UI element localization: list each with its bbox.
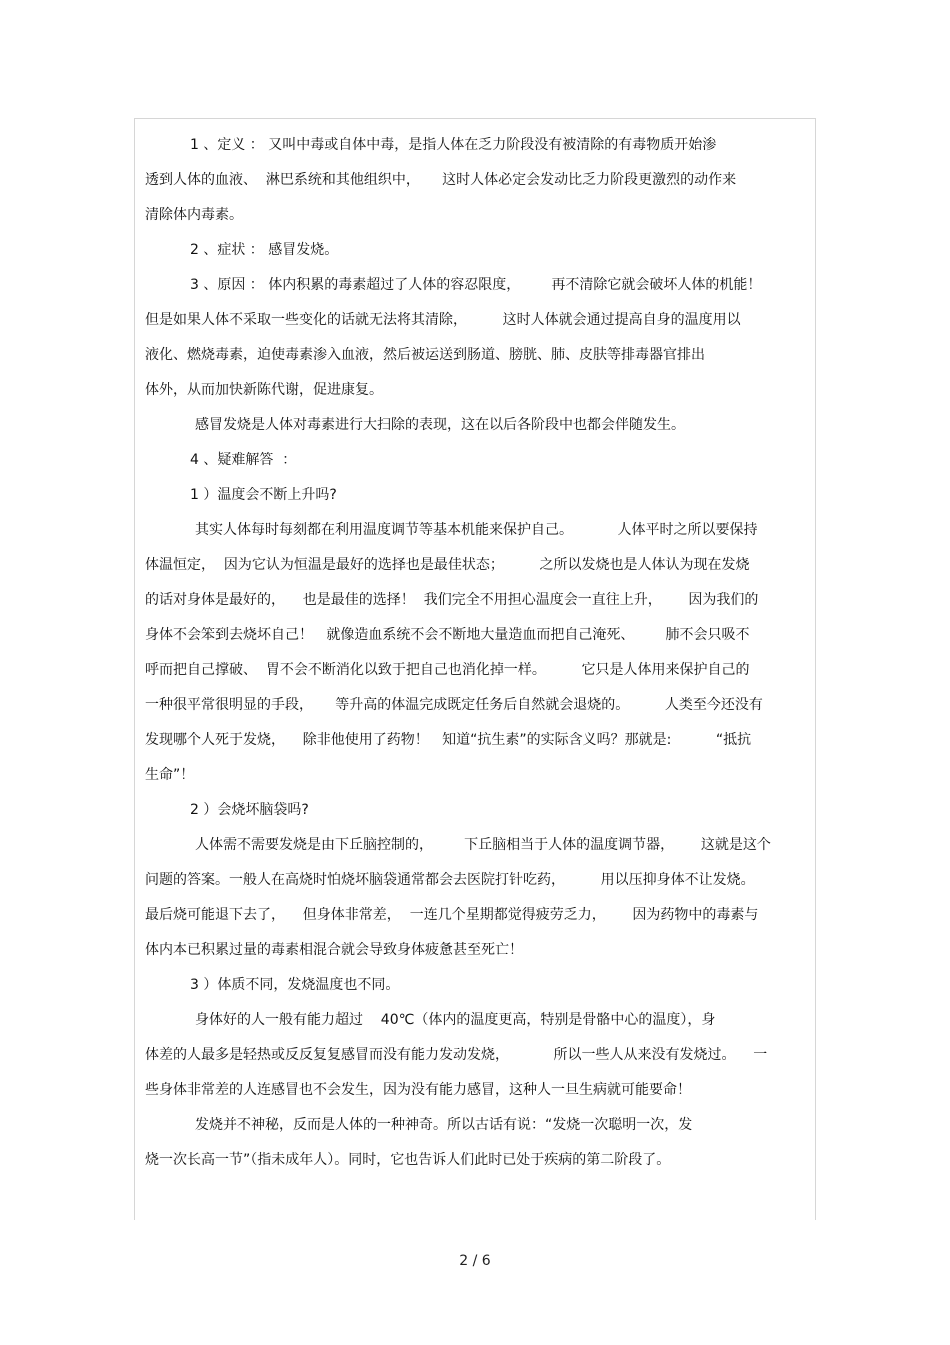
- paragraph-line: 感冒发烧是人体对毒素进行大扫除的表现，这在以后各阶段中也都会伴随发生。: [195, 417, 685, 433]
- paragraph-line: 体差的人最多是轻热或反反复复感冒而没有能力发动发烧， 所以一些人从来没有发烧过。 一: [145, 1047, 768, 1063]
- paragraph-line: 最后烧可能退下去了， 但身体非常差， 一连几个星期都觉得疲劳乏力， 因为药物中的毒素与: [145, 907, 759, 923]
- paragraph-line: 2 、症状 ： 感冒发烧。: [190, 242, 339, 258]
- paragraph-line: 液化、燃烧毒素，迫使毒素渗入血液，然后被运送到肠道、膀胱、肺、皮肤等排毒器官排出: [145, 347, 705, 363]
- paragraph-line: 发现哪个人死于发烧， 除非他使用了药物！ 知道“抗生素”的实际含义吗？那就是: “抵抗: [145, 732, 752, 748]
- page-number: 2 / 6: [459, 1253, 491, 1269]
- paragraph-line: 体外，从而加快新陈代谢，促进康复。: [145, 382, 383, 398]
- paragraph-line: 一种很平常很明显的手段， 等升高的体温完成既定任务后自然就会退烧的。 人类至今还没有: [145, 697, 763, 713]
- paragraph-line: 发烧并不神秘，反而是人体的一种神奇。所以古话有说：“发烧一次聪明一次，发: [195, 1117, 693, 1133]
- paragraph-line: 体温恒定， 因为它认为恒温是最好的选择也是最佳状态； 之所以发烧也是人体认为现在发烧: [145, 557, 750, 573]
- paragraph-line: 1 、定义 ： 又叫中毒或自体中毒，是指人体在乏力阶段没有被清除的有毒物质开始渗: [190, 137, 717, 153]
- paragraph-line: 3 ）体质不同，发烧温度也不同。: [190, 977, 400, 993]
- paragraph-line: 1 ）温度会不断上升吗?: [190, 487, 337, 503]
- paragraph-line: 清除体内毒素。: [145, 207, 243, 223]
- paragraph-line: 生命”！: [145, 767, 195, 783]
- paragraph-line: 4 、疑难解答 ：: [190, 452, 297, 468]
- paragraph-line: 人体需不需要发烧是由下丘脑控制的， 下丘脑相当于人体的温度调节器， 这就是这个: [195, 837, 771, 853]
- paragraph-line: 体内本已积累过量的毒素相混合就会导致身体疲惫甚至死亡！: [145, 942, 523, 958]
- paragraph-line: 呼而把自己撑破、 胃不会不断消化以致于把自己也消化掉一样。 它只是人体用来保护自己的: [145, 662, 750, 678]
- paragraph-line: 问题的答案。一般人在高烧时怕烧坏脑袋通常都会去医院打针吃药， 用以压抑身体不让发烧。: [145, 872, 755, 888]
- paragraph-line: 但是如果人体不采取一些变化的话就无法将其清除， 这时人体就会通过提高自身的温度用以: [145, 312, 741, 328]
- paragraph-line: 身体不会笨到去烧坏自己！ 就像造血系统不会不断地大量造血而把自己淹死、 肺不会只吸不: [145, 627, 750, 643]
- paragraph-line: 烧一次长高一节”（指未成年人）。同时，它也告诉人们此时已处于疾病的第二阶段了。: [145, 1152, 671, 1168]
- paragraph-line: 身体好的人一般有能力超过 40℃（体内的温度更高，特别是骨骼中心的温度），身: [195, 1012, 716, 1028]
- paragraph-line: 的话对身体是最好的， 也是最佳的选择！ 我们完全不用担心温度会一直往上升， 因为我们的: [145, 592, 759, 608]
- paragraph-line: 2 ）会烧坏脑袋吗?: [190, 802, 309, 818]
- paragraph-line: 些身体非常差的人连感冒也不会发生，因为没有能力感冒，这种人一旦生病就可能要命！: [145, 1082, 691, 1098]
- paragraph-line: 透到人体的血液、 淋巴系统和其他组织中， 这时人体必定会发动比乏力阶段更激烈的动作来: [145, 172, 737, 188]
- paragraph-line: 其实人体每时每刻都在利用温度调节等基本机能来保护自己。 人体平时之所以要保持: [195, 522, 758, 538]
- paragraph-line: 3 、原因 ： 体内积累的毒素超过了人体的容忍限度， 再不清除它就会破坏人体的机能！: [190, 277, 762, 293]
